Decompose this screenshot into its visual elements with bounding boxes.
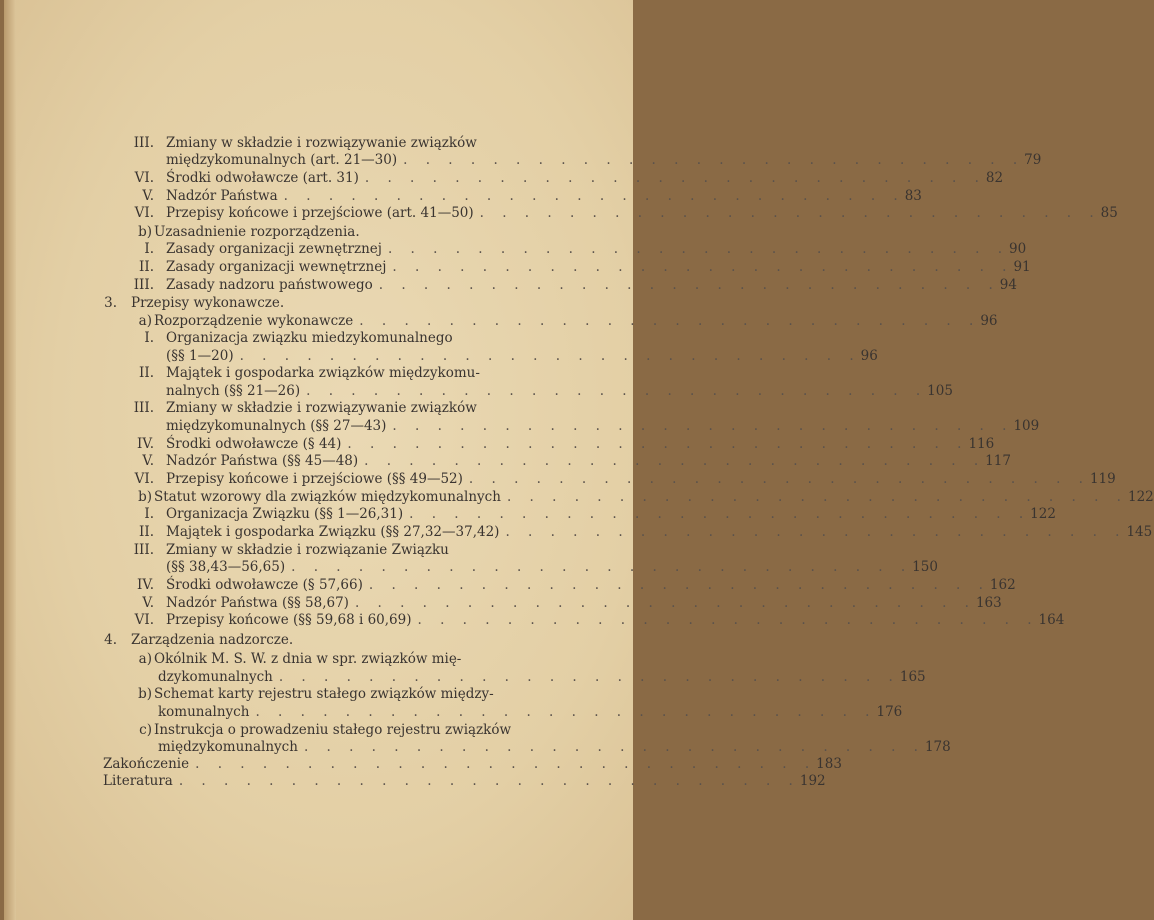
- toc-entry-title: Przepisy końcowe (§§ 59,68 i 60,69): [166, 612, 412, 628]
- toc-entry-title: Organizacja związku miedzykomunalnego: [166, 330, 453, 346]
- toc-entry-number: I.: [144, 330, 154, 346]
- toc-entry-number: I.: [144, 241, 154, 257]
- toc-entry-title: Uzasadnienie rozporządzenia.: [154, 224, 360, 240]
- toc-entry: [4, 523, 1153, 541]
- dot-leader: . . . . . . . . . . . . . . . . . . . . . . . . . . . .: [195, 756, 817, 772]
- toc-entry-page: 145: [1126, 524, 1153, 540]
- toc-entry-title: dzykomunalnych: [158, 669, 273, 685]
- toc-entry-page: 79: [1024, 152, 1042, 168]
- toc-entry: [4, 772, 826, 790]
- dot-leader: . . . . . . . . . . . . . . . . . . . . . . . . . . . .: [364, 453, 986, 469]
- toc-entry-title: Nadzór Państwa (§§ 58,67): [166, 595, 349, 611]
- toc-entry-title: Przepisy wykonawcze.: [131, 295, 285, 311]
- toc-entry: [4, 685, 516, 703]
- dot-leader: . . . . . . . . . . . . . . . . . . . . . . . . . . . .: [378, 277, 1000, 293]
- toc-entry-title: Zmiany w składzie i rozwiązywanie związków: [166, 135, 477, 151]
- dot-leader: . . . . . . . . . . . . . . . . . . . . . . . . . . . .: [283, 188, 905, 204]
- dot-leader: . . . . . . . . . . . . . . . . . . . . . . . . . . . .: [347, 436, 969, 452]
- toc-entry-number: VI.: [134, 612, 154, 628]
- dot-leader: . . . . . . . . . . . . . . . . . . . . . . . . . . . .: [364, 170, 986, 186]
- dot-leader: . . . . . . . . . . . . . . . . . . . . . . . . . . . .: [303, 739, 925, 755]
- toc-entry-number: V.: [142, 188, 154, 204]
- toc-entry: [4, 169, 1004, 187]
- toc-entry-page: 85: [1100, 205, 1118, 221]
- dot-leader: . . . . . . . . . . . . . . . . . . . . . . . . . . . .: [291, 559, 913, 575]
- toc-entry-page: 163: [975, 595, 1002, 611]
- toc-entry: [4, 240, 1027, 258]
- toc-entry-number: V.: [142, 595, 154, 611]
- toc-entry-page: 162: [989, 577, 1016, 593]
- toc-entry: [4, 312, 998, 330]
- dot-leader: . . . . . . . . . . . . . . . . . . . . . . . . . . . .: [368, 577, 990, 593]
- toc-entry-title: Majątek i gospodarka związków międzykomu-: [166, 365, 480, 381]
- toc-entry-number: I.: [144, 506, 154, 522]
- toc-entry-title: międzykomunalnych (art. 21—30): [166, 152, 398, 168]
- toc-entry-title: Środki odwoławcze (§ 44): [166, 436, 342, 452]
- toc-entry-number: V.: [142, 453, 154, 469]
- toc-entry-number: VI.: [134, 471, 154, 487]
- toc-entry-title: Przepisy końcowe i przejściowe (§§ 49—52): [166, 471, 463, 487]
- dot-leader: . . . . . . . . . . . . . . . . . . . . . . . . . . . .: [505, 524, 1127, 540]
- toc-entry: [4, 294, 516, 312]
- toc-entry-page: 122: [1030, 506, 1056, 522]
- toc-entry-number: III.: [133, 542, 154, 558]
- toc-entry: [4, 631, 516, 649]
- toc-entry: [4, 558, 938, 576]
- dot-leader: . . . . . . . . . . . . . . . . . . . . . . . . . . . .: [278, 669, 900, 685]
- dot-leader: . . . . . . . . . . . . . . . . . . . . . . . . . . . .: [506, 489, 1128, 505]
- toc-entry-title: Majątek i gospodarka Związku (§§ 27,32—37,42): [166, 524, 500, 540]
- toc-entry-number: b): [138, 686, 152, 702]
- toc-entry-title: Zakończenie: [103, 756, 190, 772]
- toc-entry: [4, 399, 516, 417]
- toc-entry: [4, 435, 995, 453]
- dot-leader: . . . . . . . . . . . . . . . . . . . . . . . . . . . .: [359, 313, 981, 329]
- toc-entry-title: Zarządzenia nadzorcze.: [131, 632, 294, 648]
- toc-entry: [4, 258, 1031, 276]
- toc-entry-number: b): [138, 489, 152, 505]
- toc-entry: [4, 204, 1118, 222]
- toc-entry-number: VI.: [134, 170, 154, 186]
- toc-entry-title: Przepisy końcowe i przejściowe (art. 41—50): [166, 205, 474, 221]
- dot-leader: . . . . . . . . . . . . . . . . . . . . . . . . . . . .: [255, 704, 877, 720]
- toc-entry-title: Okólnik M. S. W. z dnia w spr. związków mię-: [154, 651, 462, 667]
- toc-entry-title: Środki odwoławcze (§ 57,66): [166, 577, 363, 593]
- dot-leader: . . . . . . . . . . . . . . . . . . . . . . . . . . . .: [479, 205, 1101, 221]
- toc-entry: [4, 650, 516, 668]
- toc-entry: [4, 417, 1040, 435]
- toc-entry: [4, 594, 1002, 612]
- toc-entry: [4, 364, 516, 382]
- toc-entry-number: II.: [139, 259, 154, 275]
- toc-entry-title: Schemat karty rejestru stałego związków między-: [154, 686, 494, 702]
- toc-entry: [4, 611, 1065, 629]
- toc-entry-number: c): [139, 722, 152, 738]
- toc-entry: [4, 276, 1017, 294]
- toc-entry-number: VI.: [134, 205, 154, 221]
- toc-entry-page: 119: [1089, 471, 1116, 487]
- toc-entry-number: 3.: [104, 295, 117, 311]
- toc-entry-number: IV.: [136, 436, 154, 452]
- toc-entry: [4, 576, 1016, 594]
- toc-entry-page: 122: [1127, 489, 1154, 505]
- toc-entry-page: 90: [1009, 241, 1027, 257]
- toc-entry-page: 83: [904, 188, 922, 204]
- dot-leader: . . . . . . . . . . . . . . . . . . . . . . . . . . . .: [354, 595, 976, 611]
- toc-entry: [4, 329, 516, 347]
- toc-entry-page: 105: [927, 383, 953, 399]
- toc-entry-number: a): [138, 651, 152, 667]
- toc-entry-number: a): [138, 313, 152, 329]
- toc-entry: [4, 470, 1116, 488]
- toc-entry-title: Zasady organizacji zewnętrznej: [166, 241, 382, 257]
- toc-entry-page: 150: [912, 559, 938, 575]
- toc-entry: [4, 134, 516, 152]
- toc-entry-page: 183: [816, 756, 842, 772]
- toc-entry-number: b): [138, 224, 152, 240]
- toc-entry-page: 96: [860, 348, 878, 364]
- toc-entry: [4, 488, 1154, 506]
- toc-entry: [4, 541, 516, 559]
- toc-entry-title: Środki odwoławcze (art. 31): [166, 170, 359, 186]
- toc-entry-title: komunalnych: [158, 704, 250, 720]
- toc-entry-title: Nadzór Państwa: [166, 188, 278, 204]
- toc-entry-page: 96: [980, 313, 998, 329]
- toc-entry-number: IV.: [136, 577, 154, 593]
- toc-entry: [4, 703, 903, 721]
- dot-leader: . . . . . . . . . . . . . . . . . . . . . . . . . . . .: [403, 152, 1025, 168]
- toc-entry-title: międzykomunalnych: [158, 739, 298, 755]
- toc-entry-page: 192: [799, 773, 826, 789]
- toc-entry: [4, 755, 842, 773]
- toc-entry-title: Organizacja Związku (§§ 1—26,31): [166, 506, 404, 522]
- toc-entry-page: 176: [876, 704, 903, 720]
- toc-entry: [4, 382, 953, 400]
- toc-entry-title: Nadzór Państwa (§§ 45—48): [166, 453, 359, 469]
- toc-entry-page: 94: [999, 277, 1017, 293]
- toc-entry-title: Zmiany w składzie i rozwiązanie Związku: [166, 542, 449, 558]
- toc-entry-title: Literatura: [103, 773, 173, 789]
- toc-entry: [4, 505, 1056, 523]
- dot-leader: . . . . . . . . . . . . . . . . . . . . . . . . . . . .: [392, 418, 1014, 434]
- toc-entry-title: (§§ 38,43—56,65): [166, 559, 286, 575]
- toc-entry: [4, 187, 922, 205]
- dot-leader: . . . . . . . . . . . . . . . . . . . . . . . . . . . .: [239, 348, 861, 364]
- toc-entry: [4, 452, 1011, 470]
- toc-entry-page: 165: [899, 669, 926, 685]
- toc-entry-title: nalnych (§§ 21—26): [166, 383, 301, 399]
- toc-entry: [4, 223, 516, 241]
- toc-entry-title: (§§ 1—20): [166, 348, 234, 364]
- toc-entry: [4, 668, 926, 686]
- toc-entry: [4, 721, 516, 739]
- toc-entry-title: Instrukcja o prowadzeniu stałego rejestru związków: [154, 722, 512, 738]
- dot-leader: . . . . . . . . . . . . . . . . . . . . . . . . . . . .: [417, 612, 1039, 628]
- toc-entry-page: 109: [1013, 418, 1040, 434]
- toc-entry-title: Rozporządzenie wykonawcze: [154, 313, 354, 329]
- toc-entry-page: 82: [985, 170, 1004, 186]
- dot-leader: . . . . . . . . . . . . . . . . . . . . . . . . . . . .: [387, 241, 1009, 257]
- toc-entry-title: Zmiany w składzie i rozwiązywanie związków: [166, 400, 477, 416]
- toc-entry-number: II.: [139, 365, 154, 381]
- toc-entry-page: 91: [1013, 259, 1031, 275]
- toc-entry-page: 117: [985, 453, 1011, 469]
- dot-leader: . . . . . . . . . . . . . . . . . . . . . . . . . . . .: [468, 471, 1090, 487]
- dot-leader: . . . . . . . . . . . . . . . . . . . . . . . . . . . .: [409, 506, 1031, 522]
- toc-entry-page: 116: [968, 436, 995, 452]
- dot-leader: . . . . . . . . . . . . . . . . . . . . . . . . . . . .: [178, 773, 800, 789]
- toc-entry-number: II.: [139, 524, 154, 540]
- toc-entry: [4, 738, 951, 756]
- toc-entry: [4, 151, 1042, 169]
- toc-entry-number: III.: [133, 135, 154, 151]
- toc-entry-number: 4.: [104, 632, 117, 648]
- toc-entry-page: 164: [1038, 612, 1065, 628]
- toc-entry-page: 178: [924, 739, 951, 755]
- dot-leader: . . . . . . . . . . . . . . . . . . . . . . . . . . . .: [392, 259, 1014, 275]
- toc-entry-title: międzykomunalnych (§§ 27—43): [166, 418, 387, 434]
- toc-entry-title: Zasady organizacji wewnętrznej: [166, 259, 387, 275]
- dot-leader: . . . . . . . . . . . . . . . . . . . . . . . . . . . .: [306, 383, 928, 399]
- toc-entry-number: III.: [133, 400, 154, 416]
- book-page: [4, 0, 1154, 920]
- toc-entry: [4, 347, 878, 365]
- toc-entry-number: III.: [133, 277, 154, 293]
- toc-entry-title: Statut wzorowy dla związków międzykomunalnych: [154, 489, 501, 505]
- toc-entry-title: Zasady nadzoru państwowego: [166, 277, 373, 293]
